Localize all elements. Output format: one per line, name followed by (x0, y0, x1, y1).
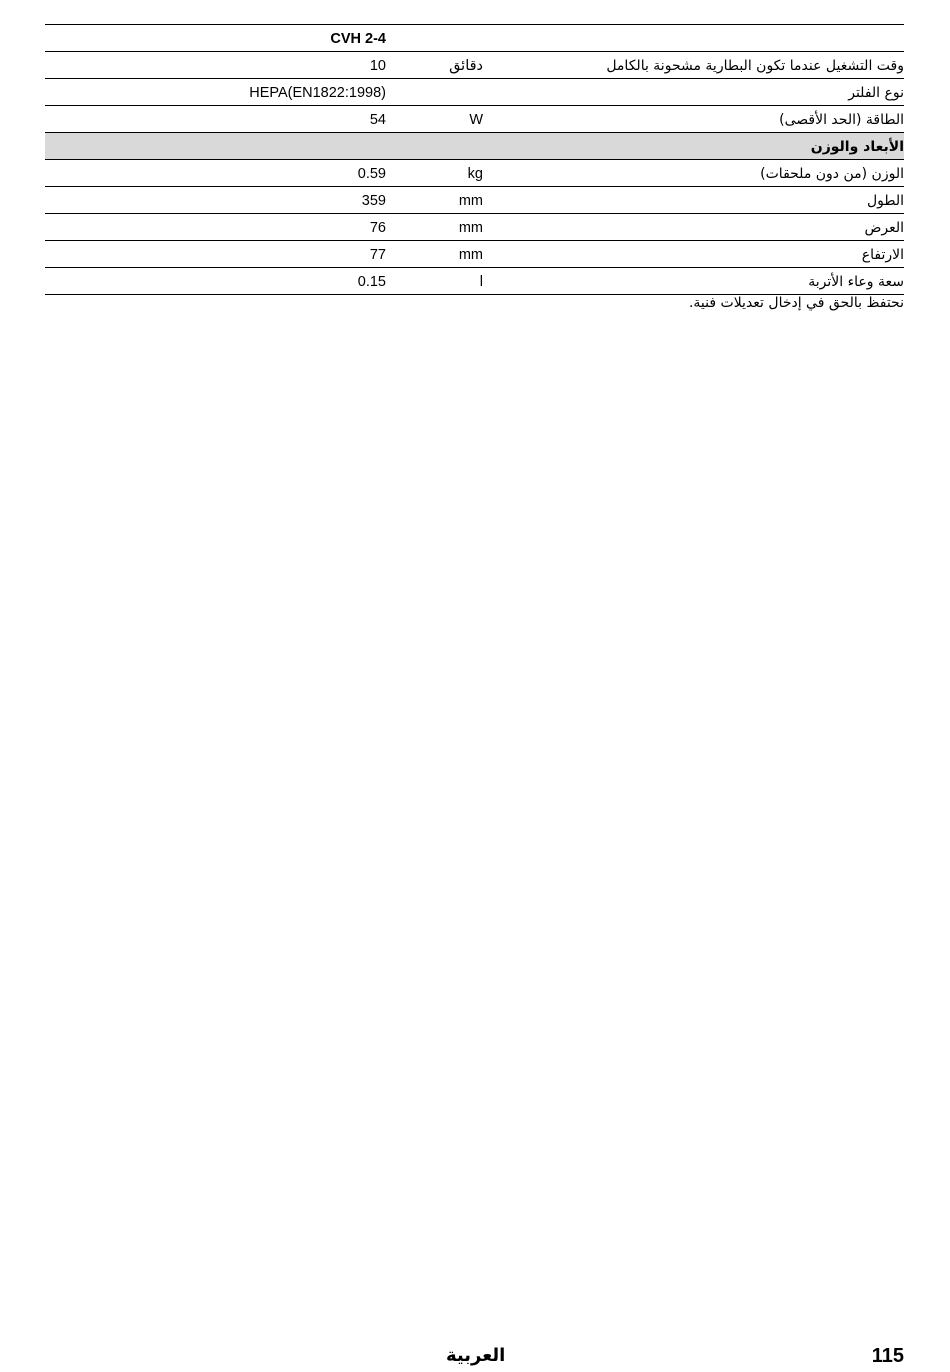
table-row (45, 52, 904, 79)
length-unit: mm (458, 193, 483, 209)
model-name: CVH 2-4 (330, 31, 386, 47)
page-number: 115 (871, 1345, 904, 1367)
runtime-label: وقت التشغيل عندما تكون البطارية مشحونة بالكامل (606, 58, 904, 74)
weight-unit: kg (467, 166, 483, 182)
table-row (45, 187, 904, 214)
dust-container-unit: l (479, 274, 483, 290)
footer-language: العربية (446, 1345, 506, 1366)
height-value: 77 (369, 247, 386, 263)
height-label: الارتفاع (861, 247, 904, 263)
section-title: الأبعاد والوزن (810, 139, 904, 155)
table-row (45, 268, 904, 295)
table-header-row (45, 25, 904, 52)
power-label: الطاقة (الحد الأقصى) (779, 112, 904, 128)
runtime-unit: دقائق (449, 58, 483, 74)
width-value: 76 (369, 220, 386, 236)
technical-changes-note: نحتفظ بالحق في إدخال تعديلات فنية. (688, 295, 904, 311)
filter-type-value: HEPA(EN1822:1998) (249, 85, 386, 101)
table-row (45, 160, 904, 187)
width-label: العرض (864, 220, 904, 236)
length-label: الطول (866, 193, 904, 209)
weight-label: الوزن (من دون ملحقات) (760, 166, 904, 182)
table-row (45, 79, 904, 106)
power-value: 54 (369, 112, 386, 128)
width-unit: mm (458, 220, 483, 236)
table-row (45, 241, 904, 268)
height-unit: mm (458, 247, 483, 263)
runtime-value: 10 (369, 58, 386, 74)
dimensions-section-header (45, 133, 904, 160)
dust-container-value: 0.15 (357, 274, 386, 290)
table-row (45, 106, 904, 133)
length-value: 359 (361, 193, 386, 209)
dust-container-label: سعة وعاء الأتربة (808, 274, 904, 290)
power-unit: W (469, 112, 483, 128)
weight-value: 0.59 (357, 166, 386, 182)
table-row (45, 214, 904, 241)
filter-type-label: نوع الفلتر (848, 85, 904, 101)
technical-data-table (45, 24, 904, 295)
